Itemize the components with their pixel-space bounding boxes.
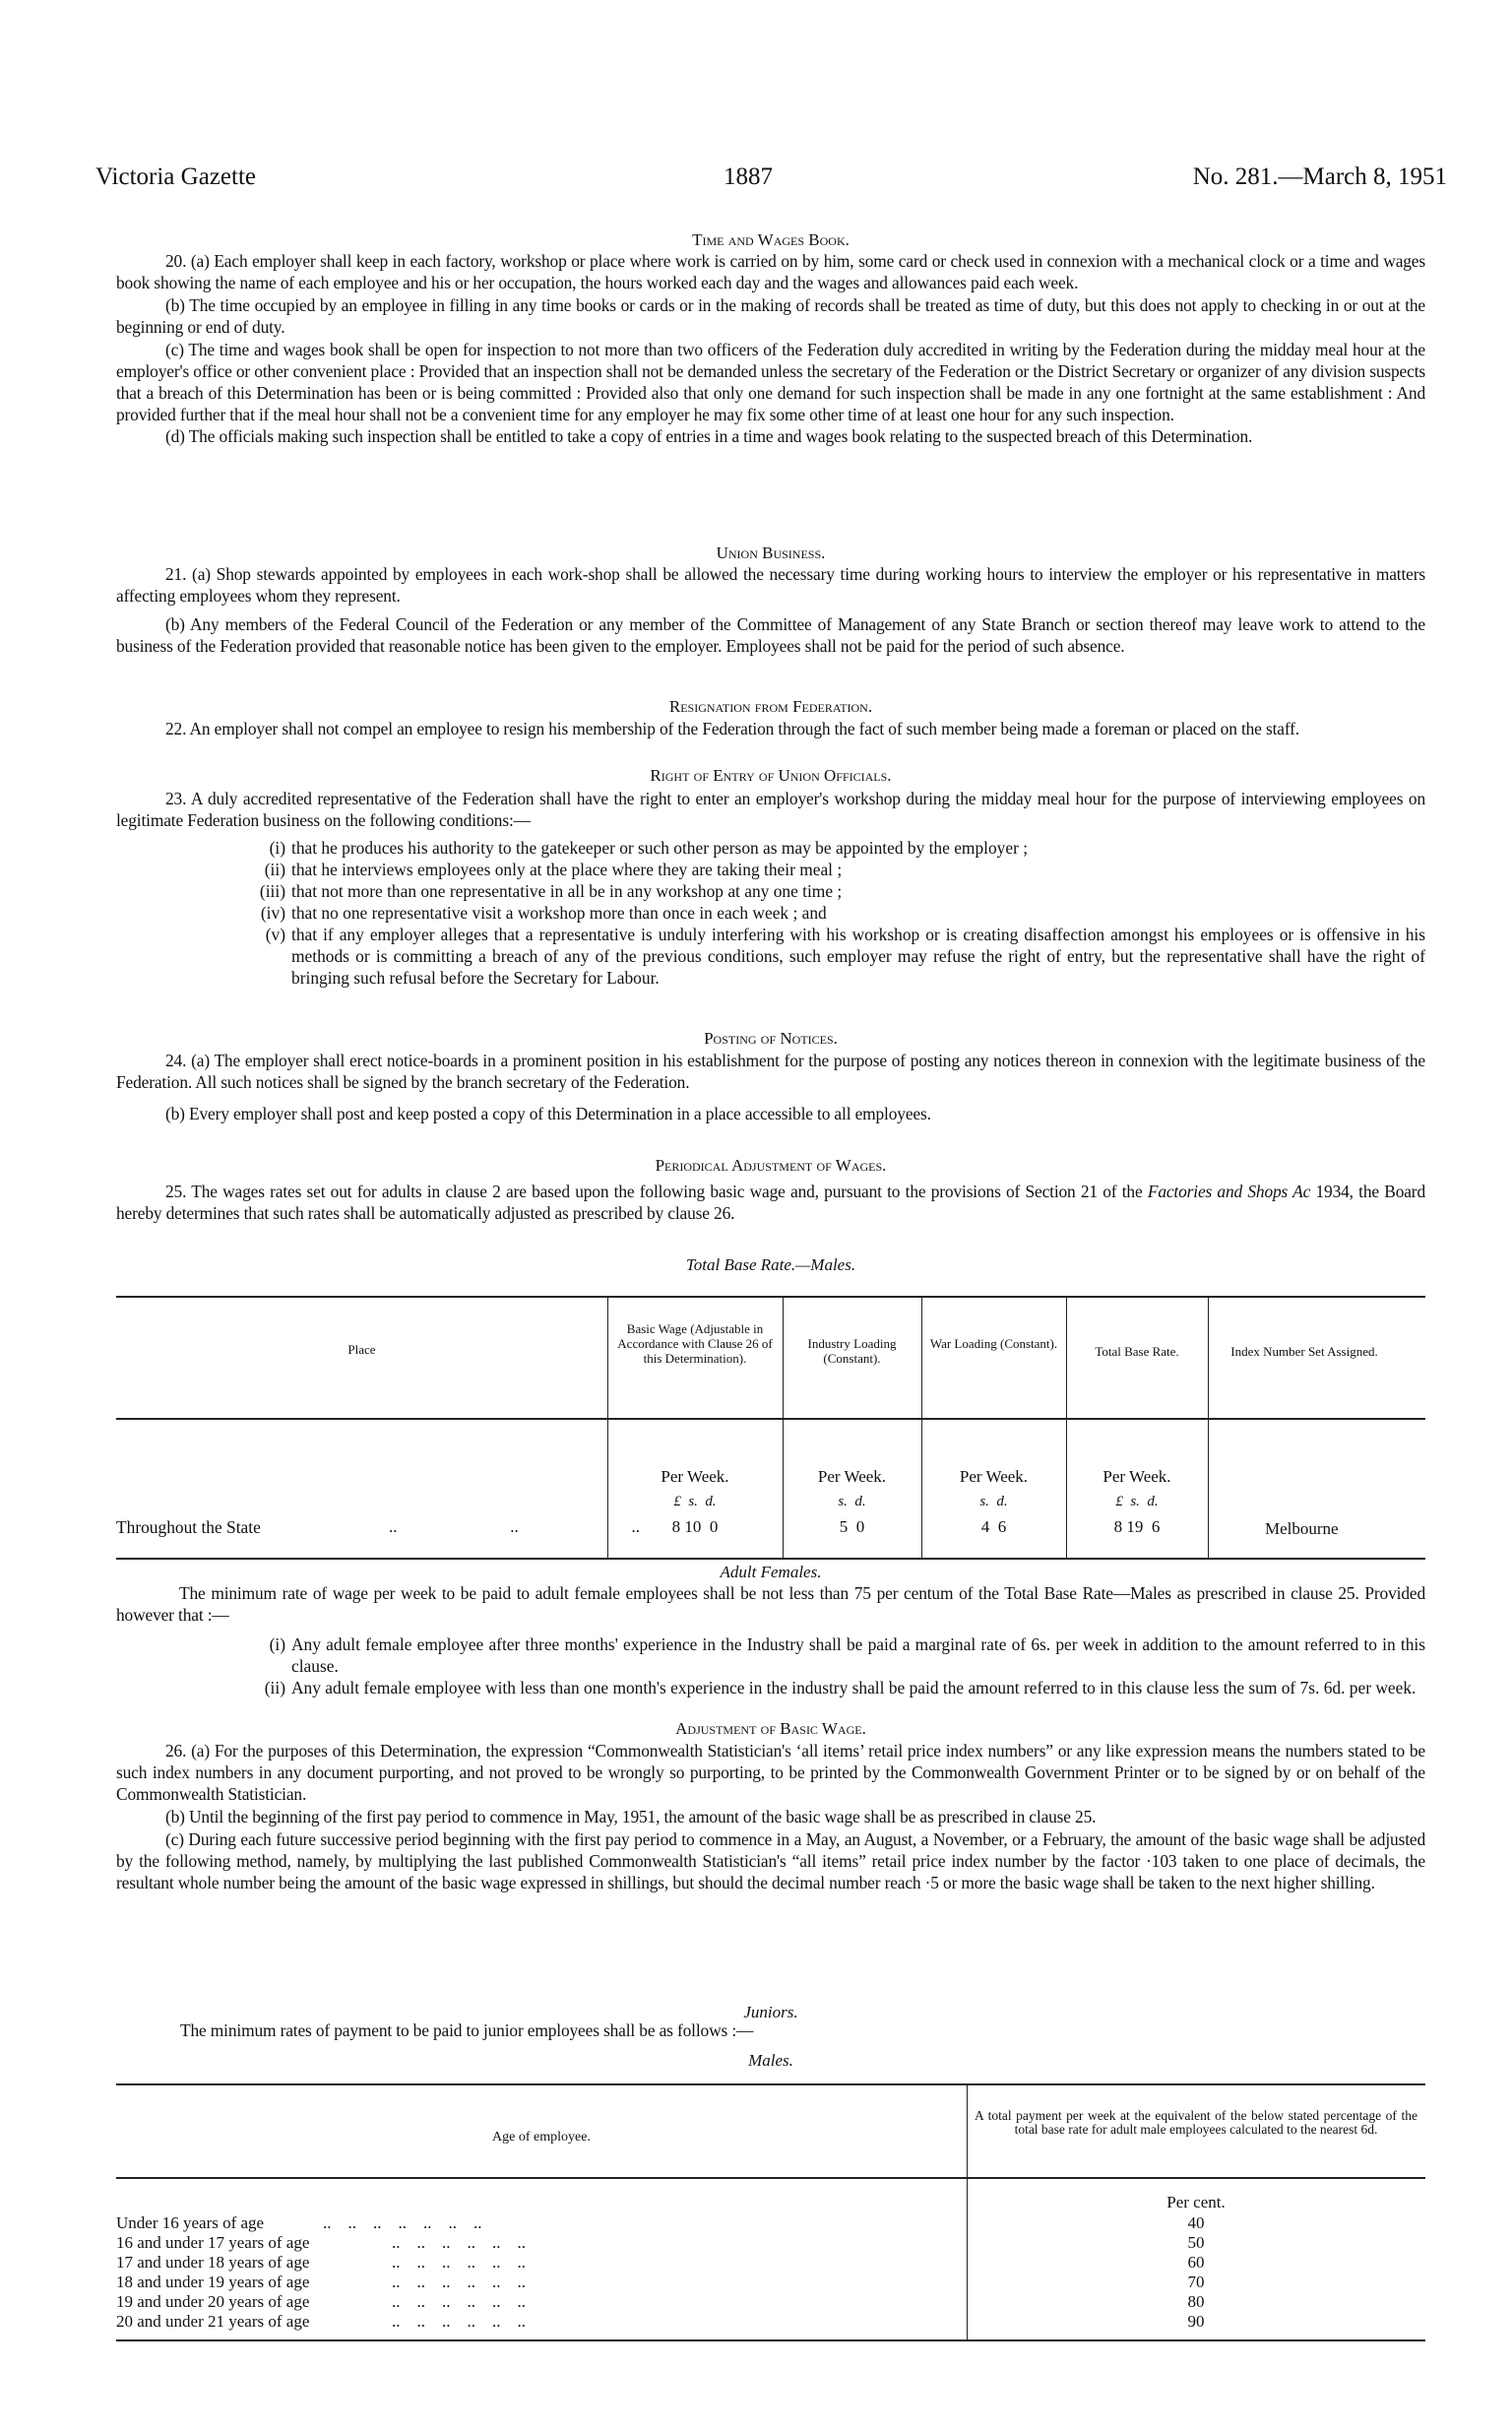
row-basic-wage: 8 10 0	[671, 1517, 719, 1536]
act-title: Factories and Shops Ac	[1147, 1182, 1311, 1201]
col-header-place: Place	[347, 1342, 376, 1357]
col-header-war-loading: War Loading (Constant).	[929, 1336, 1058, 1351]
unit-war-loading: Per Week.	[959, 1467, 1029, 1486]
table-row	[116, 2233, 1425, 2253]
unit-basic-wage: Per Week.	[661, 1467, 729, 1486]
list-item: (i) Any adult female employee after three months' experience in the Industry shall be paid a marginal rate of 6s. per week in addition to the amount referred to in this clause.	[269, 1634, 1425, 1676]
dot-leader: .. .. .. .. .. ..	[392, 2233, 526, 2252]
table-row	[116, 2312, 1425, 2332]
row-age: Under 16 years of age	[116, 2213, 265, 2232]
unit-industry-loading: Per Week.	[817, 1467, 887, 1486]
section-adjustment	[116, 1740, 1425, 1893]
clause-23: 23. A duly accredited representative of the Federation shall have the right to enter an employer's workshop during the midday meal hour for the purpose of interviewing employees on legitimate Federation business on the following conditions:—	[116, 789, 1425, 830]
currency-war-loading: s. d.	[979, 1494, 1008, 1509]
dot-leader: .. .. .. .. .. ..	[392, 2312, 526, 2331]
list-item: (iii) that not more than one representative in all be in any workshop at any one time ;	[259, 881, 843, 901]
heading-periodical-adjustment: Periodical Adjustment of Wages.	[655, 1156, 887, 1175]
clause-21a: 21. (a) Shop stewards appointed by employees in each work-shop shall be allowed the necessary time during working hours to interview the employer or his representative in matters affecting employees whom they represent.	[116, 564, 1425, 606]
section-adult-females	[116, 1582, 1425, 1698]
row-age: 20 and under 21 years of age	[116, 2312, 310, 2331]
table-bottom-rule	[116, 2339, 1425, 2341]
row-percent: 70	[1187, 2273, 1205, 2291]
section-right-of-entry	[116, 788, 1425, 989]
table-top-rule	[116, 1296, 1425, 1298]
row-industry-loading: 5 0	[839, 1517, 865, 1536]
col-header-percentage: A total payment per week at the equivalent of the below stated percentage of the total base rate for adult male employees calculated to the nearest 6d.	[975, 2108, 1418, 2137]
list-item: (ii) that he interviews employees only at the place where they are taking their meal ;	[264, 860, 843, 879]
juniors-paragraph: The minimum rates of payment to be paid to junior employees shall be as follows :—	[180, 2020, 754, 2040]
clause-20d: (d) The officials making such inspection shall be entitled to take a copy of entries in a time and wages book relating to the suspected breach of this Determination.	[165, 426, 1253, 446]
unit-per-cent: Per cent.	[1166, 2193, 1226, 2211]
col-header-basic-wage: Basic Wage (Adjustable in Accordance with Clause 26 of this Determination).	[617, 1321, 773, 1366]
row-index-set: Melbourne	[1265, 1519, 1339, 1538]
column-divider	[1208, 1298, 1209, 1558]
section-resignation	[116, 718, 1425, 739]
table-caption-juniors-males: Males.	[748, 2051, 793, 2070]
row-percent: 60	[1187, 2253, 1205, 2272]
heading-time-wages-book: Time and Wages Book.	[692, 230, 850, 249]
heading-union-business: Union Business.	[716, 544, 826, 562]
col-header-age: Age of employee.	[492, 2130, 591, 2145]
dot-leader: .. .. ..	[389, 1517, 640, 1536]
unit-total-base-rate: Per Week.	[1102, 1467, 1171, 1486]
clause-26a: 26. (a) For the purposes of this Determination, the expression “Commonwealth Statistician's ‘all items’ retail price index numbers” or any like expression means the numbers stated to be such index numbers in any document purporting, and not proved to be wrongly so purporting, to be printed by the Commonwealth Government Printer or to be signed by or on behalf of the Commonwealth Statistician.	[116, 1741, 1425, 1804]
row-age: 19 and under 20 years of age	[116, 2292, 310, 2311]
table-bottom-rule	[116, 1558, 1425, 1560]
conditions-list	[234, 837, 1425, 989]
currency-basic-wage: £ s. d.	[673, 1494, 717, 1509]
table-row	[116, 2253, 1425, 2273]
table-top-rule	[116, 2083, 1425, 2085]
col-header-industry-loading: Industry Loading (Constant).	[807, 1336, 897, 1366]
list-item: (i) that he produces his authority to the gatekeeper or such other person as may be appointed by the employer ;	[269, 838, 1029, 858]
clause-24a: 24. (a) The employer shall erect notice-boards in a prominent position in his establishment for the purpose of posting any notices thereon in connexion with the legitimate business of the Federation. All such notices shall be signed by the branch secretary of the Federation.	[116, 1051, 1425, 1092]
heading-right-of-entry: Right of Entry of Union Officials.	[650, 766, 892, 785]
heading-adjustment-basic-wage: Adjustment of Basic Wage.	[675, 1719, 866, 1738]
list-item: (iv) that no one representative visit a workshop more than once in each week ; and	[260, 903, 827, 923]
clause-22: 22. An employer shall not compel an employee to resign his membership of the Federation through the fact of such member being made a foreman or placed on the staff.	[165, 719, 1299, 738]
clause-24b: (b) Every employer shall post and keep posted a copy of this Determination in a place accessible to all employees.	[165, 1104, 931, 1123]
row-age: 16 and under 17 years of age	[116, 2233, 310, 2252]
row-percent: 90	[1187, 2312, 1205, 2331]
row-age: 18 and under 19 years of age	[116, 2273, 310, 2291]
row-place: Throughout the State	[116, 1517, 261, 1537]
row-percent: 40	[1187, 2213, 1205, 2232]
page-number: 1887	[724, 163, 773, 190]
dot-leader: .. .. .. .. .. ..	[392, 2253, 526, 2272]
clause-20a: 20. (a) Each employer shall keep in each factory, workshop or place where work is carried on by him, some card or check used in connexion with a mechanical clock or a time and wages book showing the name of each employee and his or her occupation, the hours worked each day and the wages and allowances paid each week.	[116, 251, 1425, 292]
currency-industry-loading: s. d.	[838, 1494, 866, 1509]
table-row	[116, 2273, 1425, 2292]
row-percent: 80	[1187, 2292, 1205, 2311]
table-row	[116, 2213, 1425, 2233]
row-war-loading: 4 6	[980, 1517, 1007, 1536]
dot-leader: .. .. .. .. .. .. ..	[323, 2213, 482, 2232]
junior-rows	[116, 2213, 1425, 2332]
table-caption-total-base-rate: Total Base Rate.—Males.	[685, 1255, 856, 1274]
clause-20b: (b) The time occupied by an employee in filling in any time books or cards or in the making of records shall be treated as time of duty, but this does not apply to checking in or out at the beginning or end of duty.	[116, 295, 1425, 337]
row-percent: 50	[1187, 2233, 1205, 2252]
col-header-total-base-rate: Total Base Rate.	[1095, 1344, 1179, 1359]
clause-25: 25. The wages rates set out for adults in clause 2 are based upon the following basic wage and, pursuant to the provisions of Section 21 of the Factories and Shops Ac 1934, the Board hereby determines that such rates shall be automatically adjusted as prescribed by clause 26.	[116, 1182, 1425, 1223]
clause-20c: (c) The time and wages book shall be open for inspection to not more than two officers of the Federation duly accredited in writing by the Federation during the midday meal hour at the employer's office or other convenient place : Provided that an inspection shall not be demanded unless the secretary of the Federation or the District Secretary or organizer of any division suspects that a breach of this Determination has been or is being committed : Provided also that only one demand for such inspection shall be made in any one fortnight at the same establishment : And provided further that if the meal hour shall not be a convenient time for any employer he may fix some other time of at least one hour for any such inspection.	[116, 340, 1425, 424]
issue-date: No. 281.—March 8, 1951	[1192, 163, 1447, 190]
list-item: (ii) Any adult female employee with less than one month's experience in the industry shall be paid the amount referred to in this clause less the sum of 7s. 6d. per week.	[264, 1678, 1417, 1697]
heading-adult-females: Adult Females.	[720, 1563, 822, 1581]
clause-26b: (b) Until the beginning of the first pay period to commence in May, 1951, the amount of the basic wage shall be as prescribed in clause 25.	[165, 1807, 1097, 1826]
clause-26c: (c) During each future successive period beginning with the first pay period to commence in a May, an August, a November, or a February, the amount of the basic wage shall be adjusted by the following method, namely, by multiplying the last published Commonwealth Statistician's “all items” retail price index number by the factor ·103 taken to one place of decimals, the resultant whole number being the amount of the basic wage expressed in shillings, but should the decimal number reach ·5 or more the basic wage shall be taken to the next higher shilling.	[116, 1829, 1425, 1892]
currency-total-base-rate: £ s. d.	[1115, 1494, 1159, 1509]
section-time-wages	[116, 250, 1425, 447]
dot-leader: .. .. .. .. .. ..	[392, 2273, 526, 2291]
heading-resignation: Resignation from Federation.	[668, 697, 873, 716]
heading-posting-notices: Posting of Notices.	[704, 1029, 838, 1048]
publication-title: Victoria Gazette	[95, 163, 256, 190]
table-row	[116, 2292, 1425, 2312]
row-total-base-rate: 8 19 6	[1113, 1517, 1161, 1536]
section-periodical	[116, 1181, 1425, 1224]
adult-females-provisos	[234, 1633, 1425, 1698]
table-header-rule	[116, 1418, 1425, 1420]
col-header-index-number: Index Number Set Assigned.	[1230, 1344, 1378, 1359]
section-union-business	[116, 563, 1425, 657]
clause-21b: (b) Any members of the Federal Council of the Federation or any member of the Committee of Management of any State Branch or section thereof may leave work to attend to the business of the Federation provided that reasonable notice has been given to the employer. Employees shall not be paid for the period of such absence.	[116, 614, 1425, 656]
dot-leader: .. .. .. .. .. ..	[392, 2292, 526, 2311]
heading-juniors: Juniors.	[743, 2003, 798, 2021]
section-posting	[116, 1050, 1425, 1124]
list-item: (v) that if any employer alleges that a representative is unduly interfering with his workshop or is creating disaffection amongst his employees or is offensive in his methods or is committing a breach of any of the previous conditions, such employer may refuse the right of entry, but the representative shall have the right of bringing such refusal before the Secretary for Labour.	[265, 925, 1425, 988]
table-header-rule	[116, 2177, 1425, 2179]
adult-females-paragraph: The minimum rate of wage per week to be paid to adult female employees shall be not less than 75 per centum of the Total Base Rate—Males as prescribed in clause 25. Provided however that :—	[116, 1583, 1425, 1625]
row-age: 17 and under 18 years of age	[116, 2253, 310, 2272]
